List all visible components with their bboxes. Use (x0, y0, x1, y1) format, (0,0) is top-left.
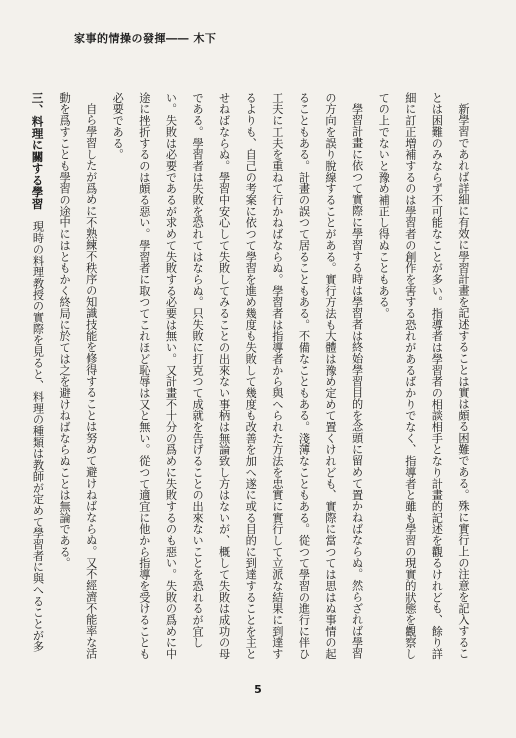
section-text: 現時の料理教授の實際を見ると、料理の種類は教師が定めて學習者に與へることが多 (31, 220, 45, 653)
page-number: 5 (254, 683, 262, 696)
body-text (30, 92, 476, 662)
section-heading: 三、料理に關する學習 (30, 92, 45, 210)
paragraph-2: 學習計畫に依つて實際に學習する時は學習者は終始學習目的を念頭に留めて置かねばならぬ。然らざれば學習の方向を誤り脫線することがある。實行方法も大體は豫め定めて置くけれども、實際に當つては思はぬ事情の起ることもある。計畫の誤つて居ることもある。不備なこともある。淺薄なこともある。從つて學習の進行に伴ひ工夫に工夫を重ねて行かねばならぬ。學習者は指導者から與へられた方法を忠實に實行して立派な結果に到達するよりも、自己の考案に依つて學習を進め幾度も失敗して幾度も改善を加へ遂に或る目的に到達することを主とせねばならぬ。學習中安心して失敗してみることの出來ない事柄は無論致し方はないが、概して失敗は成功の母である。學習者は失敗を恐れてはならぬ。只失敗に打克つて成就を告げることの出來ないことを恐れるが宜しい。失敗は必要であるが求めて失敗する必要は無い。又計畫不十分の爲めに失敗するのも惡い。失敗の爲めに中途に挫折するのは頗る惡い。學習者に取つてこれほど恥辱は又と無い。從つて適宜に他から指導を受けることも必要である。 (111, 92, 364, 660)
paragraph-3: 自ら學習したが爲めに不熟練不秩序の知識技能を修得することは努めて避けねばならぬ。又不經濟不能率な活動を爲すことも學習の途中にはともかく終局に於ては之を避けねばならぬことは無論である。 (58, 92, 98, 660)
paragraph-1: 新學習であれば詳細に有效に學習計畫を記述することは實は頗る困難である。殊に實行上の注意を記入することは困難のみならず不可能なことが多い。指導者は學習者の相談相手となり計畫的記述を觀るけれども、餘り詳細に訂正増補するのは學習者の創作を害する恐れがあるばかりでなく、指導者と雖も學習の現實的狀態を觀察しての上でないと豫め補正し得ぬこともある。 (377, 92, 470, 660)
running-header: 家事的情操の發揮―― 木下 (74, 32, 217, 45)
section-paragraph (24, 92, 51, 662)
